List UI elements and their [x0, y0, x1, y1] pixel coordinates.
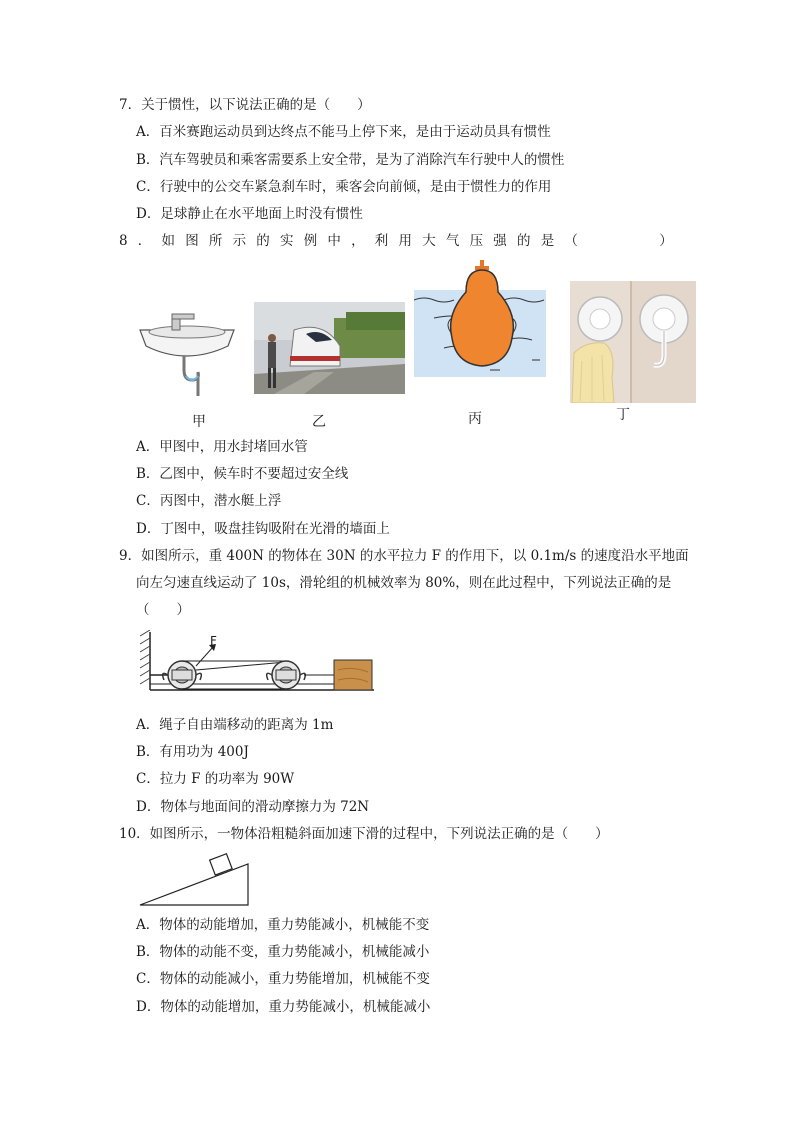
caption-ding: 丁: [616, 407, 630, 423]
q9-option-c: C．拉力 F 的功率为 90W: [136, 771, 295, 787]
submarine-diagram: [414, 260, 546, 377]
q10-option-a: A．物体的动能增加，重力势能减小，机械能不变: [136, 917, 430, 933]
q7-option-d: D．足球静止在水平地面上时没有惯性: [136, 206, 363, 222]
q7-option-a: A．百米赛跑运动员到达终点不能马上停下来，是由于运动员具有惯性: [136, 124, 551, 140]
q9-option-d: D．物体与地面间的滑动摩擦力为 72N: [136, 799, 370, 815]
q9-stem-line-3: （ ）: [136, 602, 190, 618]
q8-option-c: C．丙图中，潜水艇上浮: [136, 493, 282, 509]
caption-jia: 甲: [192, 414, 206, 430]
washbasin-figure: [136, 310, 238, 398]
q9-option-b: B．有用功为 400J: [136, 744, 249, 760]
suction-hook-photo: [570, 281, 696, 403]
incline-diagram: [138, 850, 252, 908]
q8-option-d: D．丁图中，吸盘挂钩吸附在光滑的墙面上: [136, 521, 390, 537]
caption-bing: 丙: [468, 411, 482, 427]
pulley-force-label: F: [210, 634, 217, 648]
q10-stem: 10．如图所示，一物体沿粗糙斜面加速下滑的过程中，下列说法正确的是（ ）: [119, 826, 609, 842]
caption-yi: 乙: [312, 414, 326, 430]
q10-option-b: B．物体的动能不变，重力势能减小，机械能减小: [136, 944, 430, 960]
q9-stem-line-1: 9．如图所示，重 400N 的物体在 30N 的水平拉力 F 的作用下，以 0.1m/s 的速度沿水平地面: [119, 548, 689, 564]
q9-stem-line-2: 向左匀速直线运动了 10s，滑轮组的机械效率为 80%，则在此过程中，下列说法正确的是: [136, 575, 672, 591]
train-photo: [254, 302, 405, 394]
q10-option-c: C．物体的动能减小，重力势能增加，机械能不变: [136, 971, 430, 987]
q8-stem: 8．如图所示的实例中，利用大气压强的是（ ）: [119, 233, 683, 249]
q7-stem: 7．关于惯性，以下说法正确的是（ ）: [119, 97, 371, 113]
q9-option-a: A．绳子自由端移动的距离为 1m: [136, 717, 334, 733]
q8-option-a: A．甲图中，用水封堵回水管: [136, 439, 308, 455]
q10-option-d: D．物体的动能增加，重力势能减小，机械能减小: [136, 999, 431, 1015]
q8-option-b: B．乙图中，候车时不要超过安全线: [136, 466, 349, 482]
q7-option-b: B．汽车驾驶员和乘客需要系上安全带，是为了消除汽车行驶中人的惯性: [136, 152, 565, 168]
q7-option-c: C．行驶中的公交车紧急刹车时，乘客会向前倾，是由于惯性力的作用: [136, 179, 552, 195]
pulley-system-diagram: [138, 630, 378, 700]
